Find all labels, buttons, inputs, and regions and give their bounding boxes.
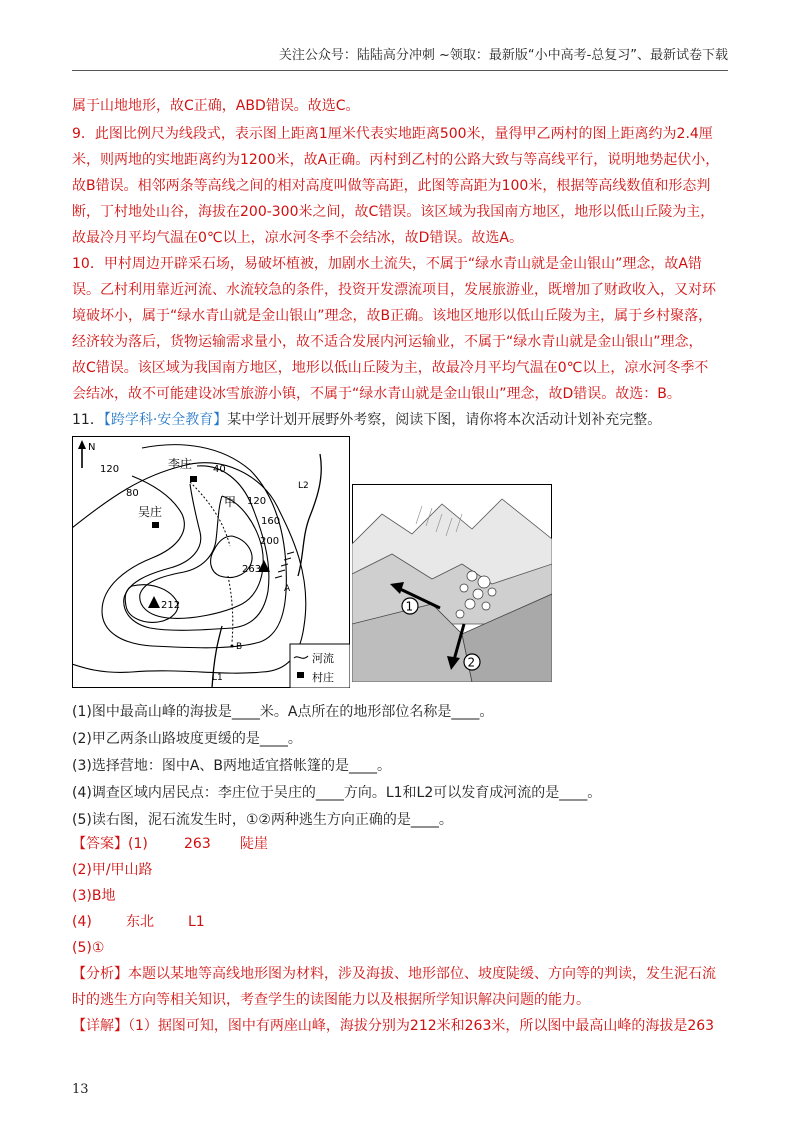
q11-number: 11． (72, 412, 104, 428)
peak-elevation: 263 (242, 564, 262, 575)
village-name: 吴庄 (138, 505, 163, 519)
path-label: 甲 (224, 495, 237, 509)
q11-question: (5)读右图，泥石流发生时，①②两种逃生方向正确的是____。 (72, 812, 453, 828)
answer-value: B地 (91, 888, 116, 904)
map-legend (290, 644, 350, 688)
svg-text:1: 1 (405, 599, 414, 614)
answer-label: (2) (72, 862, 92, 878)
answer-value: L1 (188, 914, 205, 930)
answer-label: (5) (72, 940, 92, 956)
north-label: N (88, 442, 96, 453)
contour-map (72, 436, 350, 692)
q9-line: 故最冷月平均气温在0℃以上，凉水河冬季不会结冰，故D错误。故选A。 (72, 230, 523, 246)
debris-flow-illustration (352, 484, 552, 686)
contour-label: 40 (213, 464, 226, 475)
contour-label: 200 (260, 536, 280, 547)
svg-text:2: 2 (467, 655, 476, 670)
header-divider (72, 70, 728, 71)
contour-label: 120 (247, 496, 267, 507)
q10-line: 故C错误。该区域为我国南方地区，地形以低山丘陵为主，故最冷月平均气温在0℃以上，凉水河冬季不 (72, 360, 709, 376)
detail-line (72, 1016, 714, 1036)
q9-line: 故B错误。相邻两条等高线之间的相对高度叫做等高距，此图等高距为100米，根据等高线数值和形态判 (72, 178, 711, 194)
q10-line: 会结冰，故不可能建设冰雪旅游小镇，不属于“绿水青山就是金山银山”理念，故D错误。故选：B。 (72, 386, 681, 402)
q11-question: (2)甲乙两条山路坡度更缓的是____。 (72, 731, 302, 747)
river-label: L1 (212, 673, 223, 683)
legend-label: 村庄 (312, 671, 334, 684)
answer-line (72, 834, 268, 854)
analysis-line: 时的逃生方向等相关知识，考查学生的读图能力以及根据所学知识解决问题的能力。 (72, 992, 590, 1008)
q10-line: 境破坏小，属于“绿水青山就是金山银山”理念，故B正确。该地区地形以低山丘陵为主，属于乡村聚落， (72, 308, 713, 324)
q9-line: 米，则两地的实地距离约为1200米，故A正确。丙村到乙村的公路大致与等高线平行，说明地势起伏小， (72, 152, 720, 168)
answer-line (72, 938, 104, 958)
intro-line: 属于山地地形，故C正确，ABD错误。故选C。 (72, 98, 360, 114)
detail-text: （1）据图可知，图中有两座山峰，海拔分别为212米和263米，所以图中最高山峰的海拔是263 (128, 1018, 715, 1034)
analysis-text: 本题以某地等高线地形图为材料，涉及海拔、地形部位、坡度陡缓、方向等的判读，发生泥石流 (128, 966, 716, 982)
answer-value: 甲/甲山路 (91, 862, 153, 878)
answer-label: (3) (72, 888, 92, 904)
answer-value: ① (91, 940, 105, 956)
answer-label: (4) (72, 914, 92, 930)
point-label: B (236, 642, 243, 652)
contour-label: 160 (261, 516, 281, 527)
answer-line (72, 886, 115, 906)
legend-label: 河流 (312, 652, 334, 665)
answer-line (72, 860, 153, 880)
answer-value: 东北 (126, 914, 154, 930)
point-label: A (284, 584, 291, 594)
analysis-tag: 【分析】 (72, 966, 128, 982)
q11-tag: 【跨学科·安全教育】 (103, 412, 228, 428)
page-header: 关注公众号：陆陆高分冲刺 ~领取：最新版“小中高考-总复习”、最新试卷下载 (278, 48, 728, 63)
q9-line: 9．此图比例尺为线段式，表示图上距离1厘米代表实地距离500米，量得甲乙两村的图上距离约为2.4厘 (72, 126, 713, 142)
q11-question: (3)选择营地：图中A、B两地适宜搭帐篷的是____。 (72, 758, 392, 774)
river-label: L2 (298, 481, 309, 491)
village-icon (152, 522, 159, 528)
answer-value: 263 (184, 836, 211, 852)
q11-question: (4)调查区域内居民点：李庄位于吴庄的____方向。L1和L2可以发育成河流的是____。 (72, 785, 602, 801)
q10-line: 经济较为落后，货物运输需求量小，故不适合发展内河运输业，不属于“绿水青山就是金山银山”理念， (72, 334, 703, 350)
contour-label: 120 (100, 464, 120, 475)
answer-label: (1) (128, 836, 148, 852)
answer-value: 陡崖 (240, 836, 268, 852)
q11-question: (1)图中最高山峰的海拔是____米。A点所在的地形部位名称是____。 (72, 704, 494, 720)
answer-tag: 【答案】 (72, 836, 128, 852)
village-name: 李庄 (168, 457, 193, 471)
village-icon (190, 476, 197, 482)
detail-tag: 【详解】 (72, 1018, 128, 1034)
q11-stem: 某中学计划开展野外考察，阅读下图，请你将本次活动计划补充完整。 (227, 412, 662, 428)
q10-line: 误。乙村利用靠近河流、水流较急的条件，投资开发漂流项目，发展旅游业，既增加了财政收入，又对环 (72, 282, 716, 298)
village-legend-icon (297, 672, 304, 678)
q9-line: 断，丁村地处山谷，海拔在200-300米之间，故C错误。该区域为我国南方地区，地形以低山丘陵为主， (72, 204, 715, 220)
analysis-line (72, 964, 716, 984)
q10-line: 10．甲村周边开辟采石场，易破坏植被，加剧水土流失，不属于“绿水青山就是金山银山”理念，故A错 (72, 256, 702, 272)
contour-label: 80 (126, 488, 139, 499)
q11-stem-line (72, 410, 661, 430)
page-number: 13 (72, 1082, 89, 1097)
peak-elevation: 212 (161, 600, 181, 611)
answer-line (72, 912, 205, 932)
